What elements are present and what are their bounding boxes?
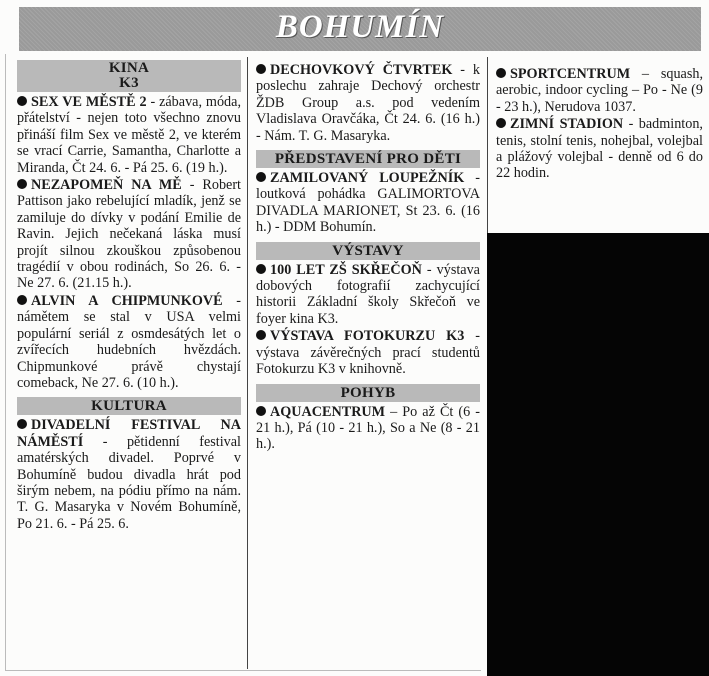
event-text: - výstava závěrečných prací studentů Fotokurzu K3 v knihovně. (256, 328, 480, 378)
event-item (256, 404, 480, 453)
event-text: - pětidenní festival amatérských divadel. Poprvé v Bohumíně budou divadla hrát pod širým nebem, na pódiu přímo na nám. T. G. Masaryka v Novém Bohumíně, Po 21. 6. - Pá 25. 6. (17, 433, 241, 532)
column-1 (17, 60, 241, 533)
event-title: ALVIN A CHIPMUNKOVÉ (31, 292, 223, 309)
bullet-icon (17, 419, 27, 429)
bullet-icon (17, 295, 27, 305)
event-text: - loutková pohádka GALIMORTOVA DIVADLA MARIONET, St 23. 6. (16 h.) - DDM Bohumín. (256, 170, 480, 236)
event-title: SPORTCENTRUM (510, 66, 631, 82)
bullet-icon (17, 179, 27, 189)
bullet-icon (496, 118, 506, 128)
scan-background (487, 233, 709, 676)
event-text: - výstava dobových fotografií zachycující historii Základní školy Skřečoň ve foyer kina K3. (256, 261, 480, 327)
section-heading-deti: PŘEDSTAVENÍ PRO DĚTI (256, 150, 480, 168)
event-title: VÝSTAVA FOTOKURZU K3 (270, 328, 465, 345)
event-item (496, 66, 703, 115)
section-heading-pohyb: POHYB (256, 384, 480, 402)
event-text: – Po až Čt (6 - 21 h.), Pá (10 - 21 h.), So a Ne (8 - 21 h.). (256, 403, 480, 453)
bullet-icon (256, 172, 266, 182)
event-title: 100 LET ZŠ SKŘEČOŇ (270, 261, 422, 278)
event-item (17, 94, 241, 176)
event-item (256, 328, 480, 377)
column-3 (496, 66, 703, 183)
event-item (496, 116, 703, 182)
bullet-icon (256, 330, 266, 340)
event-text: - badminton, tenis, stolní tenis, nohejbal, volejbal a plážový volejbal - denně od 6 do 22 hodin. (496, 116, 703, 182)
event-text: - námětem se stal v USA velmi populární seriál z osmdesátých let o zvířecích hudebních hvězdách. Chipmunkové právě chystají comeback, Ne 27. 6. (10 h.). (17, 292, 241, 391)
column-2 (256, 62, 480, 454)
bullet-icon (17, 96, 27, 106)
event-item (256, 62, 480, 144)
event-item (17, 293, 241, 391)
event-item (256, 262, 480, 328)
event-text: - k poslechu zahraje Dechový orchestr ŽDB Group a.s. pod vedením Vladislava Oravčáka, Čt 24. 6. (16 h.) - Nám. T. G. Masaryka. (256, 62, 480, 144)
page-title: BOHUMÍN (275, 9, 445, 45)
section-heading-kultura: KULTURA (17, 397, 241, 415)
event-title: DIVADELNÍ FESTIVAL NA NÁMĚSTÍ (17, 417, 241, 450)
bullet-icon (256, 64, 266, 74)
event-item (17, 417, 241, 532)
event-item (17, 177, 241, 292)
title-banner (19, 7, 701, 51)
column-divider (247, 57, 248, 669)
section-heading-vystavy: VÝSTAVY (256, 242, 480, 260)
column-divider (487, 57, 488, 233)
event-text: – squash, aerobic, indoor cycling – Po - Ne (9 - 23 h.), Nerudova 1037. (496, 66, 703, 115)
event-title: ZIMNÍ STADION (510, 116, 624, 133)
bullet-icon (256, 406, 266, 416)
event-item (256, 170, 480, 236)
section-heading-kina: KINA K3 (17, 60, 241, 92)
event-text: - zábava, móda, přátelství - nejen toto všechno znovu přináší film Sex ve městě 2, ve kterém se vrací Carrie, Samantha, Charlotte a Miranda, Čt 24. 6. - Pá 25. 6. (19 h.). (17, 94, 241, 176)
event-title: AQUACENTRUM (270, 403, 386, 420)
event-title: DECHOVKOVÝ ČTVRTEK (270, 62, 453, 78)
event-title: NEZAPOMEŇ NA MĚ (31, 177, 182, 194)
event-title: SEX VE MĚSTĚ 2 (31, 94, 147, 110)
event-title: ZAMILOVANÝ LOUPEŽNÍK (270, 170, 465, 187)
bullet-icon (256, 264, 266, 274)
bullet-icon (496, 68, 506, 78)
event-text: - Robert Pattison jako rebelující mladík, jenž se zamiluje do dívky v podání Emilie de Ravin. Jejich nečekaná láska musí projít silnou zkouškou způsobenou tragédií v obou rodinách, So 26. 6. - Ne 27. 6. (21.15 h.). (17, 177, 241, 292)
